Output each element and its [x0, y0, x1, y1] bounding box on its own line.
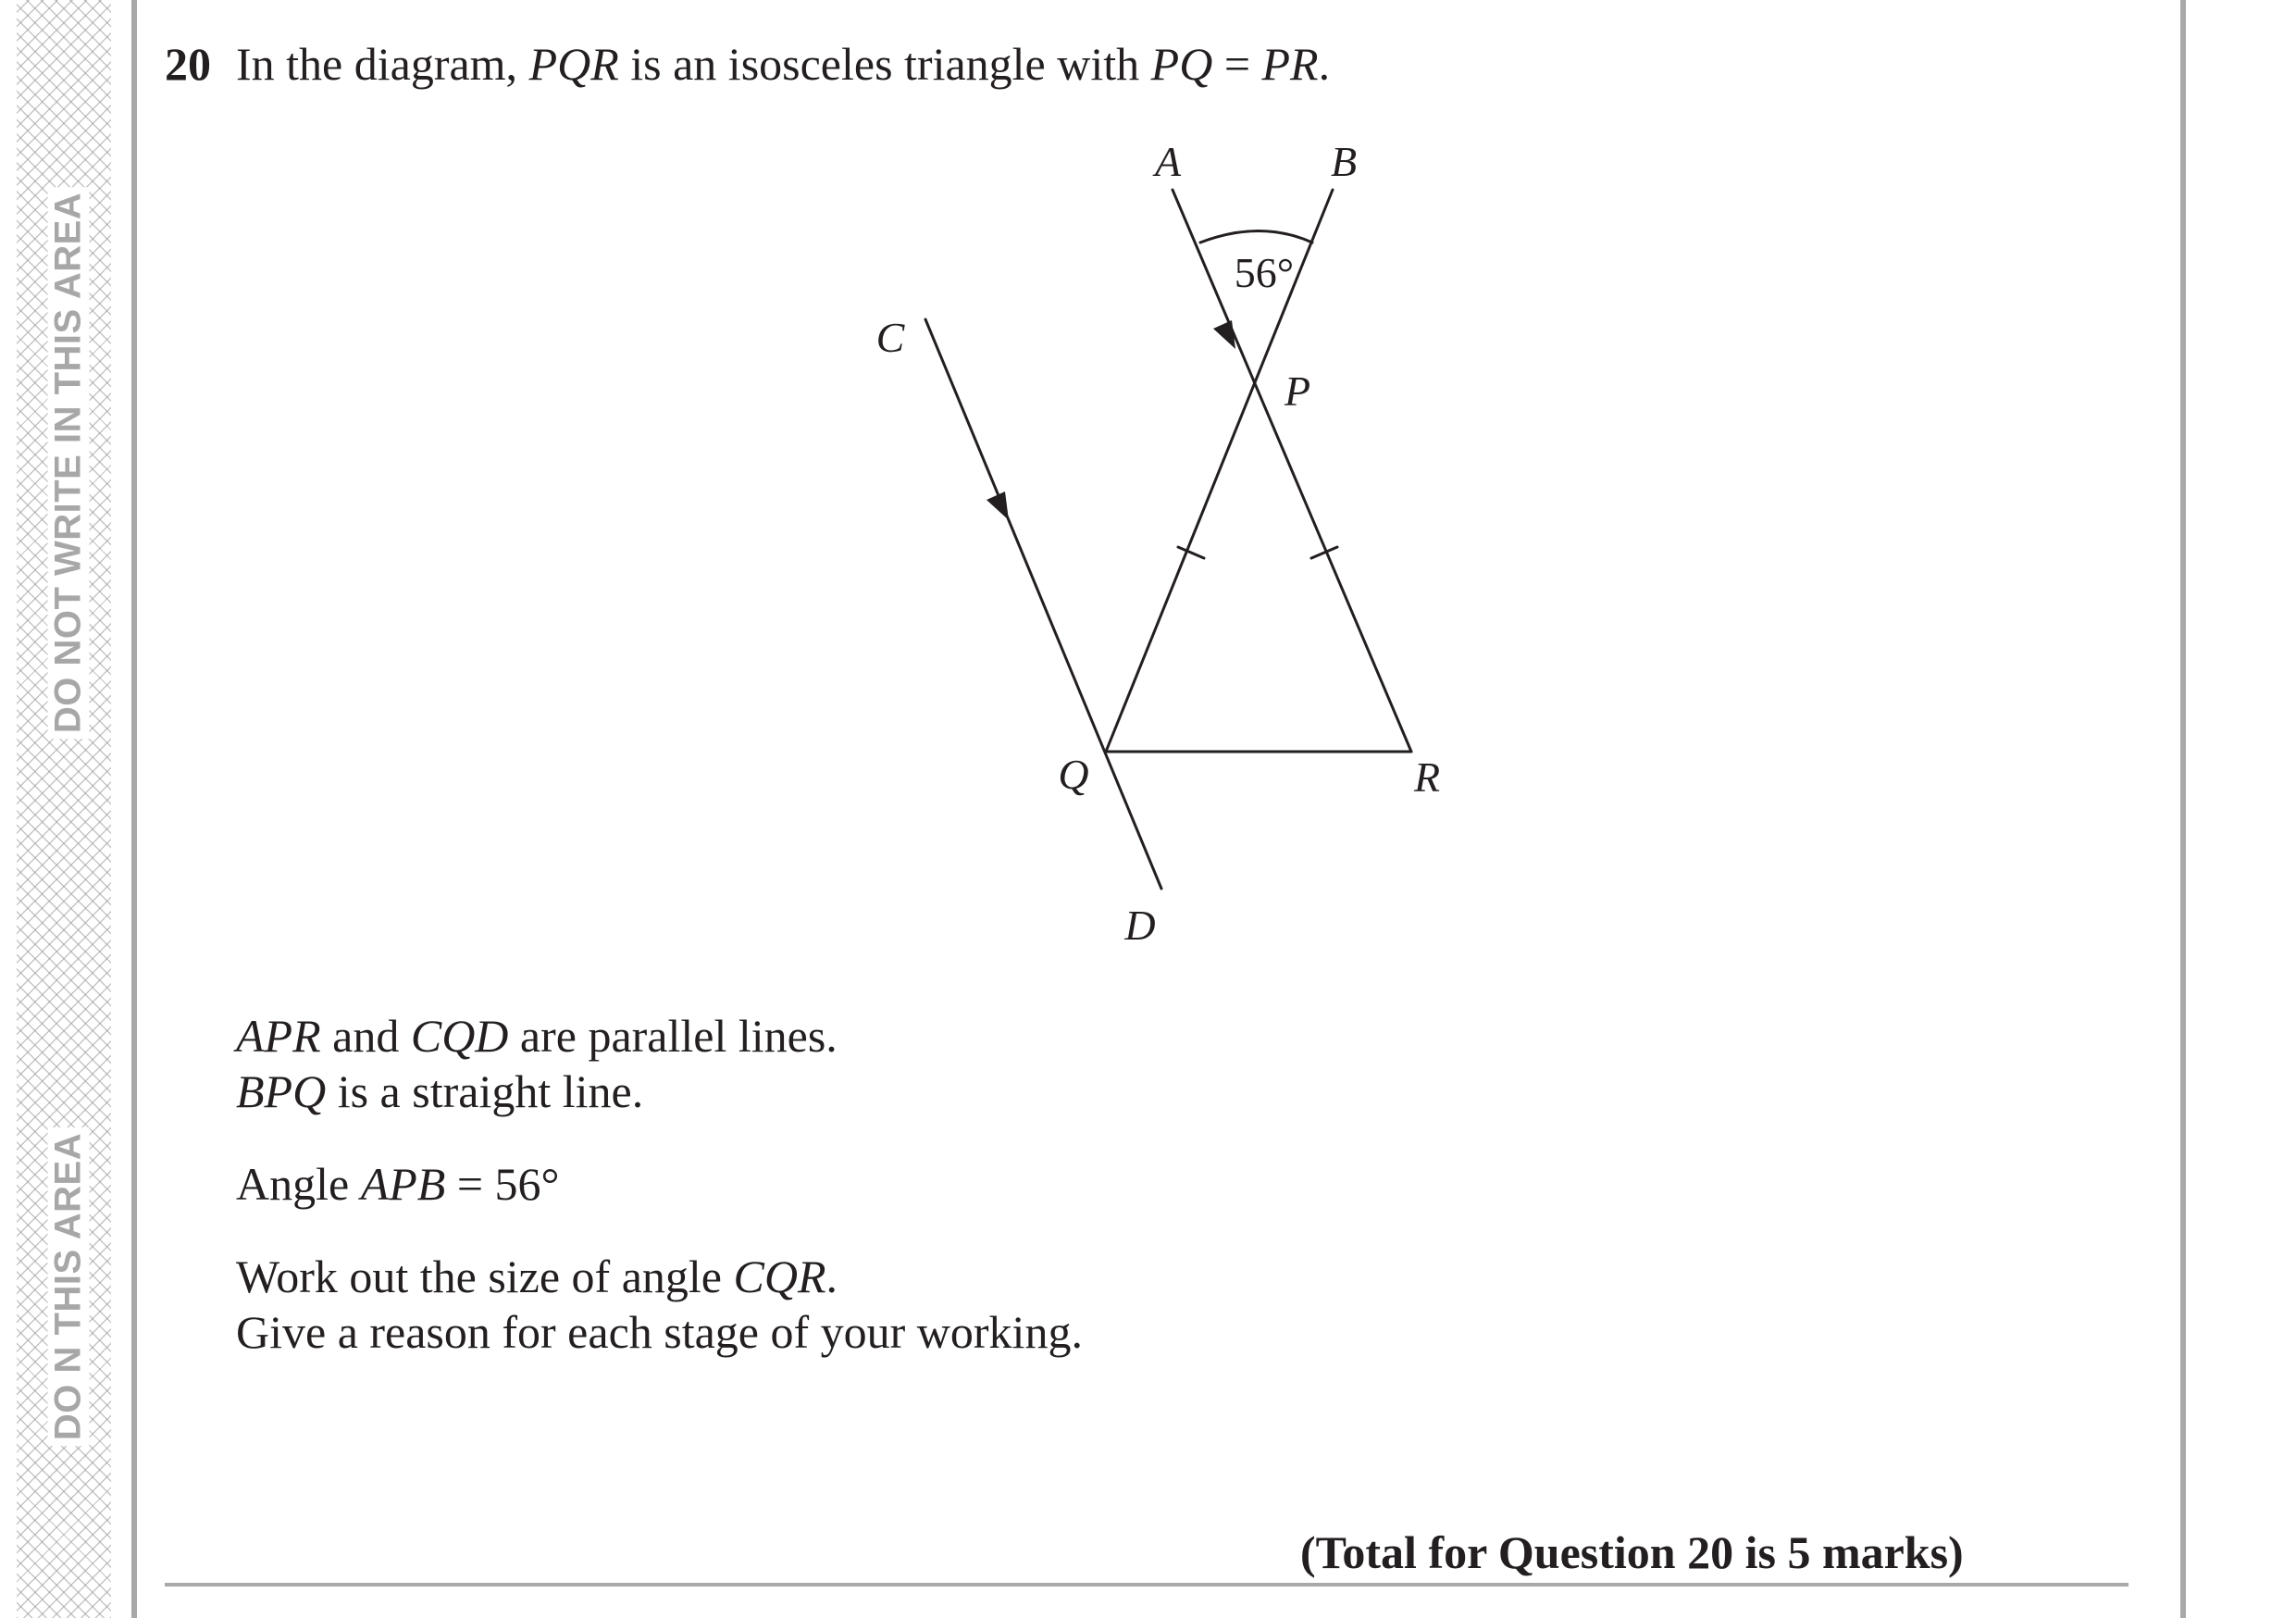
margin-warning-lower: DO N THIS AREA: [48, 1127, 90, 1446]
label-point-b: B: [1330, 138, 1358, 185]
angle-label-apb: 56°: [1234, 249, 1295, 296]
statement-parallel-lines: APR and CQD are parallel lines.: [236, 1010, 838, 1062]
question-number: 20: [165, 38, 211, 90]
statement-straight-line: BPQ is a straight line.: [236, 1065, 644, 1117]
statement-task: Work out the size of angle CQR.: [236, 1251, 838, 1302]
parallel-arrow-cqd: [987, 492, 1009, 520]
tick-mark-pq: [1178, 547, 1204, 558]
margin-warning-upper: DO NOT WRITE IN THIS AREA: [48, 187, 90, 739]
label-point-d: D: [1124, 902, 1156, 949]
label-point-r: R: [1413, 753, 1441, 801]
parallel-arrow-apr: [1213, 320, 1235, 349]
question-intro: In the diagram, PQR is an isosceles triangle with PQ = PR.: [236, 38, 1331, 90]
line-bpq: [1106, 190, 1333, 752]
line-cqd: [925, 319, 1161, 889]
statement-instruction: Give a reason for each stage of your working.: [236, 1306, 1083, 1358]
label-point-a: A: [1154, 138, 1182, 185]
label-point-c: C: [875, 314, 905, 361]
total-marks: (Total for Question 20 is 5 marks): [1300, 1526, 1964, 1578]
label-point-p: P: [1284, 367, 1311, 415]
statement-given-angle: Angle APB = 56°: [236, 1158, 560, 1210]
angle-arc-apb: [1200, 231, 1312, 243]
label-point-q: Q: [1058, 751, 1089, 798]
